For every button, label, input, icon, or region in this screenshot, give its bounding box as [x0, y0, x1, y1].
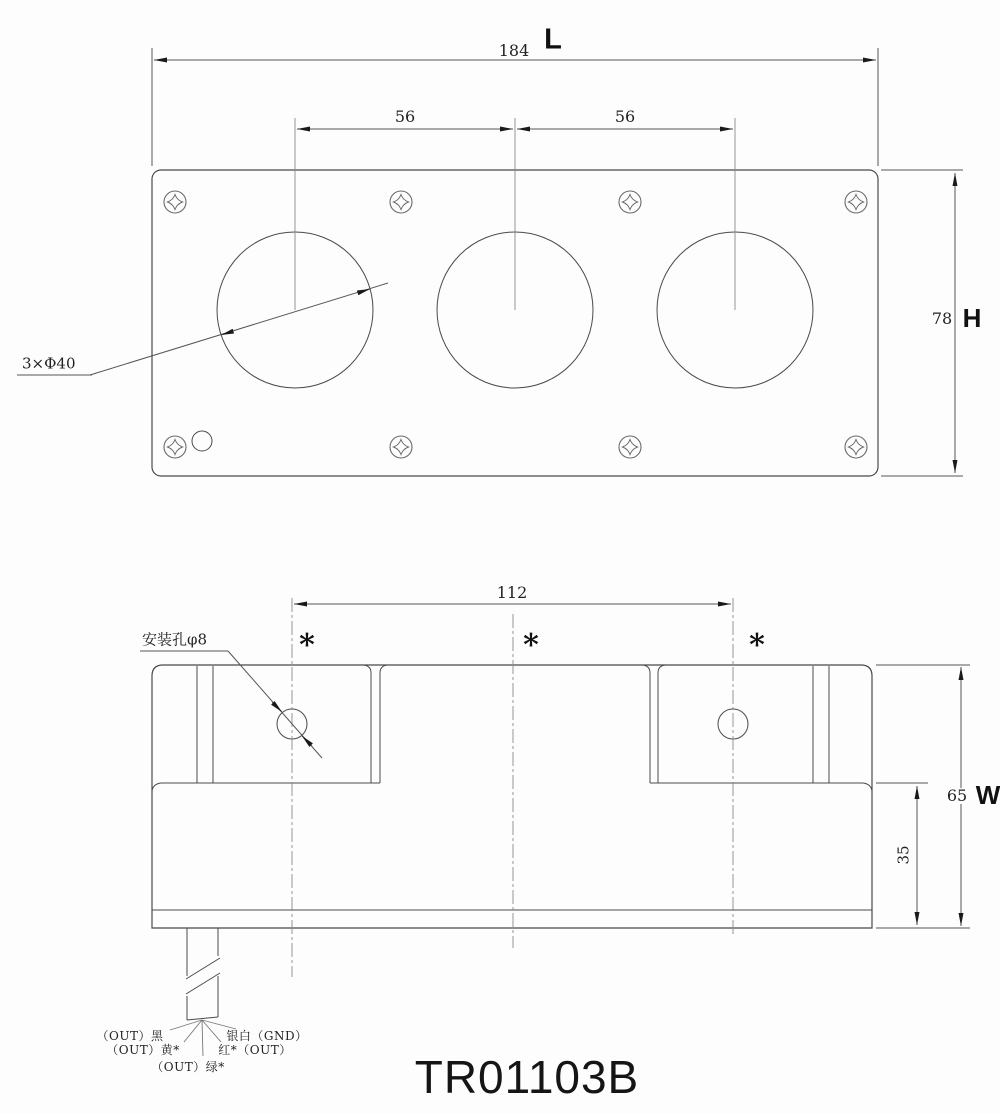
dim-base-value: 35: [894, 845, 913, 865]
screw-icon: [619, 436, 641, 458]
dim-height-symbol: H: [962, 303, 982, 333]
front-view-body-outline: [152, 665, 872, 928]
dim-height-value: 78: [931, 309, 953, 328]
holes-note: 3×Φ40: [22, 354, 76, 373]
phase-mark-1: *: [299, 628, 315, 663]
screw-icon: [845, 191, 867, 213]
leader-mounting-hole: [140, 651, 322, 758]
dim-width-symbol: W: [975, 780, 1000, 810]
screw-icon: [619, 191, 641, 213]
small-pilot-hole: [192, 431, 212, 451]
dim-width-value: 65: [946, 786, 968, 805]
dim-pitch1-value: 56: [394, 107, 416, 126]
output-cable: [186, 928, 220, 1020]
wire-label-black: （OUT）黑: [96, 1029, 164, 1043]
wire-label-red: 红*（OUT）: [218, 1043, 292, 1057]
wire-label-silver-gnd: 银白（GND）: [226, 1029, 308, 1043]
screw-icon: [164, 436, 186, 458]
dim-length-symbol: L: [544, 23, 562, 56]
top-view-screws: [164, 191, 867, 458]
mounting-hole-note: 安装孔φ8: [142, 630, 208, 649]
wire-label-green: （OUT）绿*: [151, 1060, 225, 1074]
dim-pitch2-value: 56: [614, 107, 636, 126]
phase-mark-2: *: [523, 628, 539, 663]
part-number-title: TR01103B: [414, 1051, 640, 1103]
front-view-centerlines: [292, 598, 733, 977]
screw-icon: [845, 436, 867, 458]
dim-length-value: 184: [498, 41, 530, 60]
screw-icon: [390, 191, 412, 213]
screw-icon: [390, 436, 412, 458]
top-view-centerlines: [295, 118, 735, 310]
wire-label-yellow: （OUT）黄*: [106, 1043, 180, 1057]
phase-mark-3: *: [749, 628, 765, 663]
screw-icon: [164, 191, 186, 213]
front-view: [152, 665, 872, 928]
dim-hole-spacing-value: 112: [496, 583, 528, 602]
